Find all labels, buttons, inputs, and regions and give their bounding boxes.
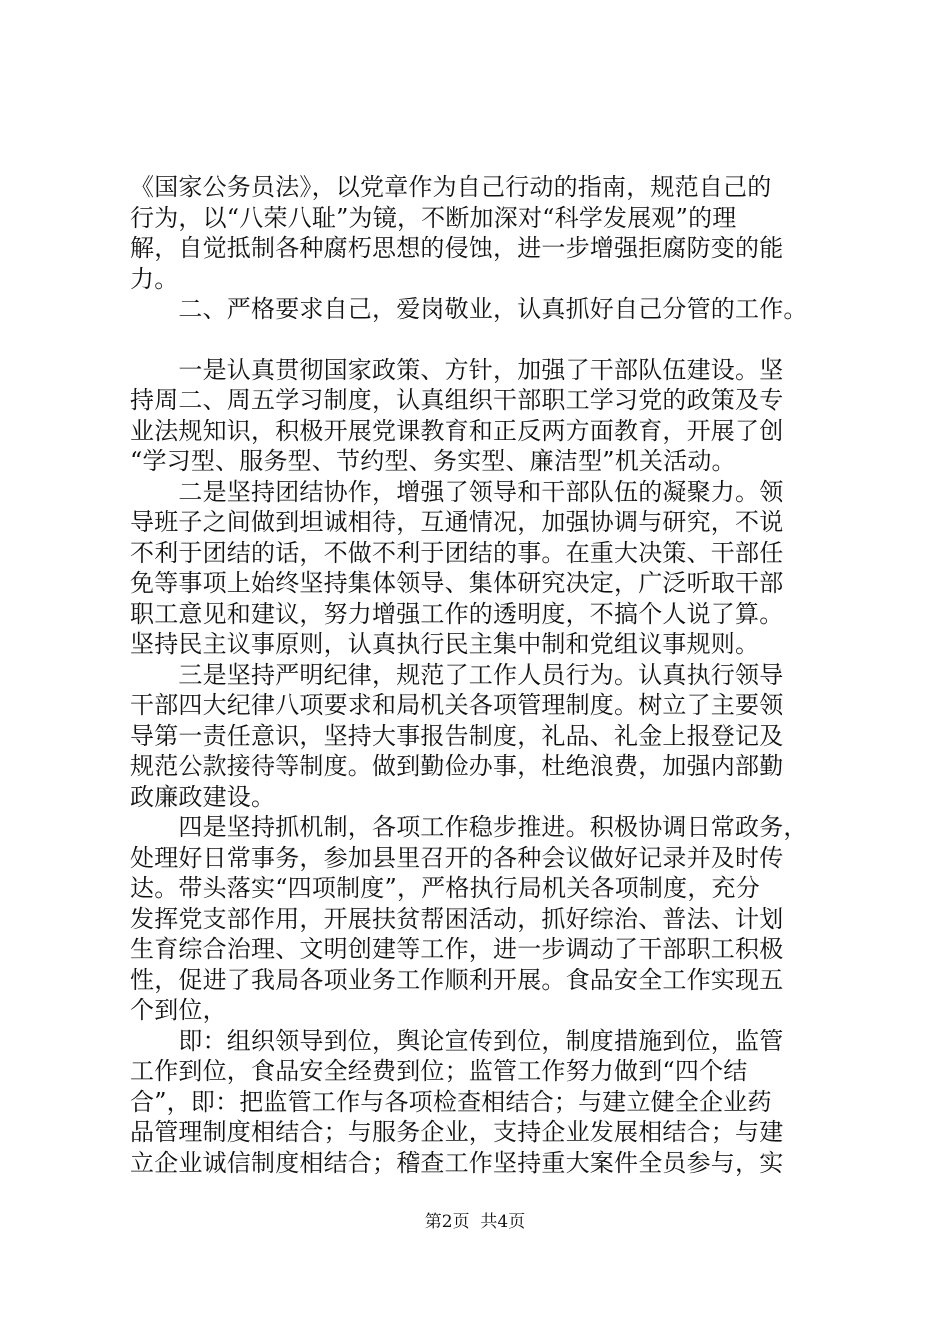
text-line: 合”，即：把监管工作与各项检查相结合；与建立健全企业药 [130,1087,772,1116]
text-line: 职工意见和建议，努力增强工作的透明度，不搞个人说了算。 [130,599,784,628]
text-line: 性，促进了我局各项业务工作顺利开展。食品安全工作实现五 [130,965,784,994]
text-line: “学习型、服务型、节约型、务实型、廉洁型”机关活动。 [130,447,736,475]
text-line: 持周二、周五学习制度，认真组织干部职工学习党的政策及专 [130,386,784,414]
text-line: 业法规知识，积极开展党课教育和正反两方面教育，开展了创 [130,416,784,445]
text-line: 二是坚持团结协作，增强了领导和干部队伍的凝聚力。领 [130,477,784,506]
text-line: 达。带头落实“四项制度”，严格执行局机关各项制度，充分 [130,874,760,902]
section-heading: 二、严格要求自己，爱岗敬业，认真抓好自己分管的工作。 [130,295,808,323]
text-line: 立企业诚信制度相结合；稽查工作坚持重大案件全员参与，实 [130,1148,784,1177]
text-line: 处理好日常事务，参加县里召开的各种会议做好记录并及时传 [130,843,784,872]
text-line: 干部四大纪律八项要求和局机关各项管理制度。树立了主要领 [130,691,784,719]
paragraph-gap [130,325,830,355]
text-line: 即：组织领导到位，舆论宣传到位，制度措施到位，监管 [130,1026,784,1055]
text-line: 一是认真贯彻国家政策、方针，加强了干部队伍建设。坚 [130,355,784,384]
text-line: 免等事项上始终坚持集体领导、集体研究决定，广泛听取干部 [130,569,784,597]
page-number: 第2页 共4页 [424,1212,526,1232]
text-line: 力。 [130,264,179,293]
text-line: 个到位， [130,996,227,1024]
body-text [130,172,830,1178]
text-line: 生育综合治理、文明创建等工作，进一步调动了干部职工积极 [130,935,784,963]
text-line: 《国家公务员法》，以党章作为自己行动的指南，规范自己的 [130,173,772,201]
text-line: 坚持民主议事原则，认真执行民主集中制和党组议事规则。 [130,630,760,658]
text-line: 四是坚持抓机制，各项工作稳步推进。积极协调日常政务， [130,813,808,841]
text-line: 导班子之间做到坦诚相待，互通情况，加强协调与研究，不说 [130,508,784,536]
page-footer [0,1210,950,1234]
text-line: 三是坚持严明纪律，规范了工作人员行为。认真执行领导 [130,660,784,689]
text-line: 解，自觉抵制各种腐朽思想的侵蚀，进一步增强拒腐防变的能 [130,234,784,262]
text-line: 发挥党支部作用，开展扶贫帮困活动，抓好综治、普法、计划 [130,904,784,933]
text-line: 政廉政建设。 [130,782,276,811]
text-line: 工作到位，食品安全经费到位；监管工作努力做到“四个结 [130,1057,748,1085]
text-line: 规范公款接待等制度。做到勤俭办事，杜绝浪费，加强内部勤 [130,752,784,780]
text-line: 品管理制度相结合；与服务企业，支持企业发展相结合；与建 [130,1118,784,1146]
text-line: 行为，以“八荣八耻”为镜，不断加深对“科学发展观”的理 [130,203,737,232]
text-line: 导第一责任意识，坚持大事报告制度，礼品、礼金上报登记及 [130,721,784,750]
text-line: 不利于团结的话，不做不利于团结的事。在重大决策、干部任 [130,538,784,567]
